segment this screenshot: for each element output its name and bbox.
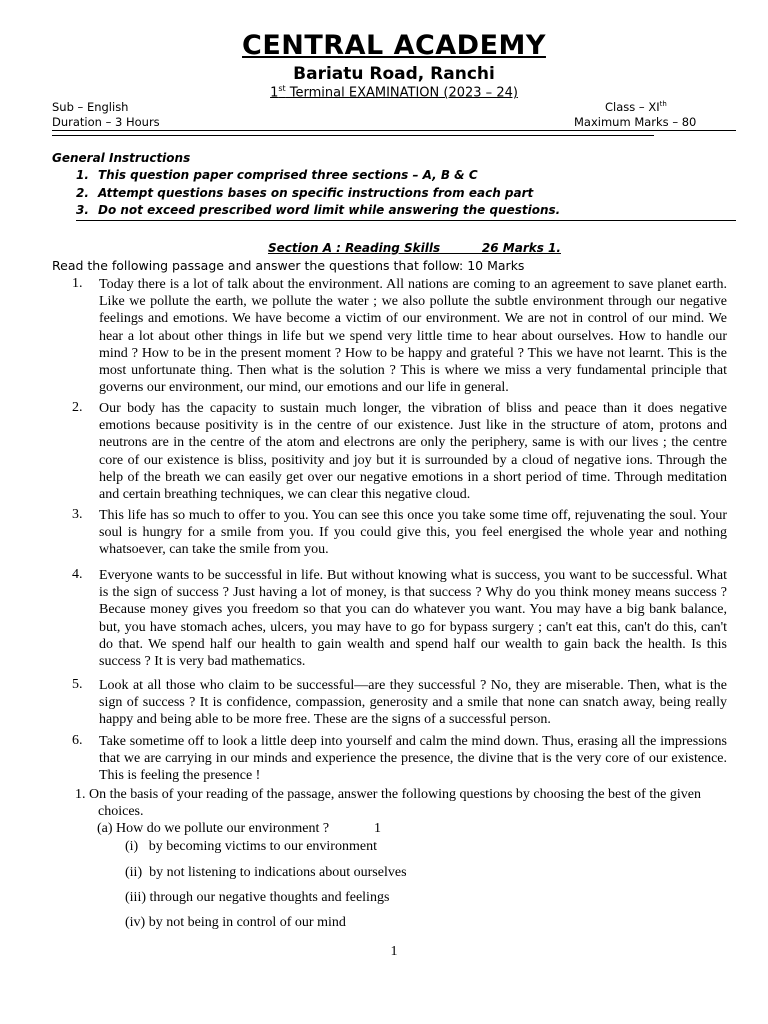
exam-title: 1st Terminal EXAMINATION (2023 – 24) [270,84,518,101]
instructions-heading: General Instructions [52,151,191,165]
passage-number: 2. [72,400,83,415]
instruction-item: 3. Do not exceed prescribed word limit while answering the questions. [76,203,561,217]
passage-paragraph: Today there is a lot of talk about the environment. All nations are coming to an agreement to save planet earth. Like we pollute the earth, we pollute the water ; we also pollute the subtle environment through our negative feelings and emotions. We have become a victim of our environment. We are not in control of our mind. We hear a lot about other things in life but we spend very little time to hear about ourselves. How to handle our mind ? How to be in the present moment ? How to be happy and grateful ? This we have not learnt. This is the most unfortunate thing. Then what is the solution ? This is where we miss a very fundamental principle that governs our environment, our mind, our emotions and our life in general. [99,277,727,396]
passage-number: 5. [72,677,83,692]
passage-paragraph: Look at all those who claim to be successful—are they successful ? No, they are miserable. Then, what is the sign of success ? It is confidence, compassion, generosity and a smile that none can snatch away, being really happy and being able to be more free. These are the signs of a successful person. [99,678,727,728]
subject-label: Sub – English [52,100,129,114]
question-intro: 1. On the basis of your reading of the passage, answer the following questions by choosing the best of the given [75,787,701,802]
answer-option: (iv) by not being in control of our mind [125,915,346,930]
passage-paragraph: This life has so much to offer to you. You can see this once you take some time off, rejuvenating the soul. Your soul is hungry for a smile from you. If you could give this, you feel energised the whole year and nothing whatsoever, can take the smile from you. [99,508,727,558]
passage-number: 1. [72,276,83,291]
sub-question-a: (a) How do we pollute our environment ? [97,821,330,836]
question-intro-cont: choices. [98,804,144,819]
passage-lead: Read the following passage and answer the questions that follow: 10 Marks [52,258,525,273]
header-rule [52,130,736,131]
max-marks-label: Maximum Marks – 80 [574,115,697,129]
instruction-item: 1. This question paper comprised three sections – A, B & C [76,168,478,182]
instructions-rule [76,220,736,221]
answer-option: (iii) through our negative thoughts and feelings [125,890,390,905]
page-number: 1 [390,944,398,959]
class-label: Class – XIth [605,100,667,114]
duration-label: Duration – 3 Hours [52,115,160,129]
school-address: Bariatu Road, Ranchi [293,64,495,84]
section-a-heading: Section A : Reading Skills 26 Marks 1. [268,241,561,255]
passage-paragraph: Take sometime off to look a little deep into yourself and calm the mind down. Thus, erasing all the impressions that we are carrying in our minds and experience the presence, the divine that is the very core of our existence. This is feeling the presence ! [99,734,727,784]
passage-number: 4. [72,567,83,582]
instruction-item: 2. Attempt questions bases on specific instructions from each part [76,186,534,200]
sub-question-marks: 1 [374,821,381,836]
passage-number: 6. [72,733,83,748]
answer-option: (i) by becoming victims to our environment [125,839,377,854]
passage-paragraph: Our body has the capacity to sustain much longer, the vibration of bliss and peace than it does negative emotions because positivity is in the centre of our existence. Just like in the structure of atom, protons and neutrons are in the centre of the atom and electrons are only the periphery, same is with our lives ; the centre core of our existence is bliss, positivity and joy but it is surrounded by a cloud of negative ions. Through the help of the breath we can easily get over our negative emotions in a short period of time. Through meditation and certain breathing techniques, we can clear this negative cloud. [99,401,727,503]
passage-number: 3. [72,507,83,522]
header-rule-thin [52,135,654,136]
passage-paragraph: Everyone wants to be successful in life. But without knowing what is success, you want to be successful. What is the sign of success ? Just having a lot of money, is that success ? Why do you think money means success ? Because money gives you freedom so that you can do whatever you want. You may have a big bank balance, but, you have stomach aches, ulcers, you may have to go for bypass surgery ; can't eat this, can't do this, can't do that. We spend half our health to gain wealth and spend half our wealth to gain back the health. Is this success ? It is very bad mathematics. [99,568,727,670]
answer-option: (ii) by not listening to indications about ourselves [125,865,407,880]
school-title: CENTRAL ACADEMY [242,30,546,61]
